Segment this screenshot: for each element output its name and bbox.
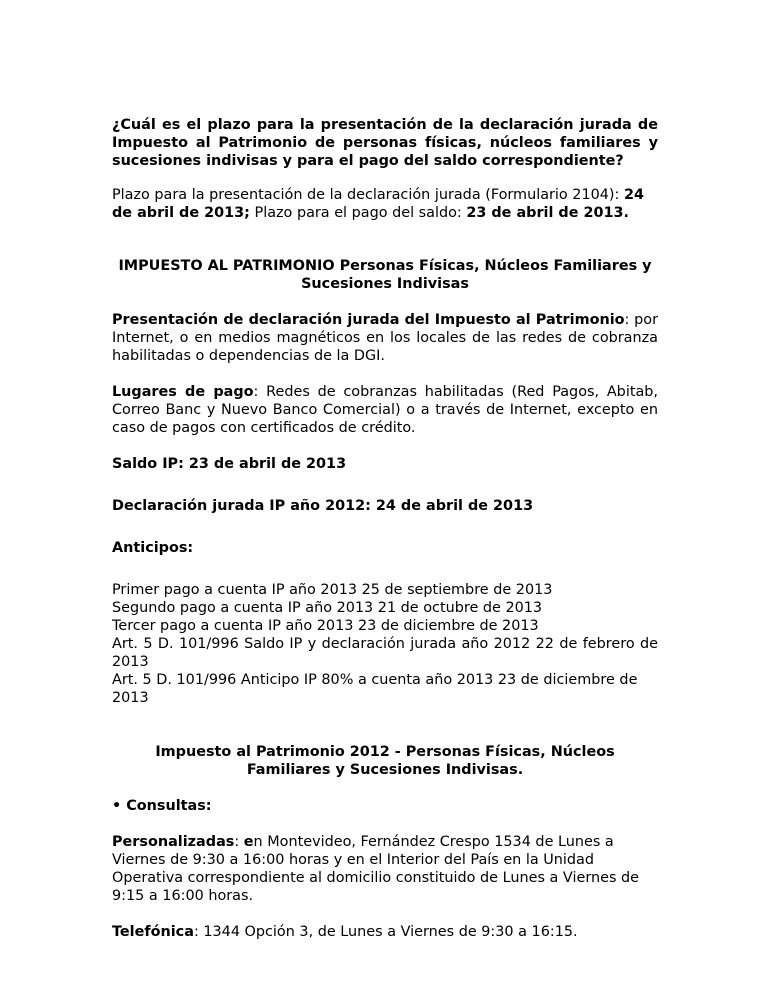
anticipos-list	[112, 581, 658, 707]
deadline-presentacion-date: 24 de abril de 2013;	[112, 187, 644, 221]
telefonica-paragraph	[112, 923, 658, 941]
saldo-line: Saldo IP: 23 de abril de 2013	[112, 456, 347, 472]
telefonica-label: Telefónica	[112, 924, 194, 940]
presentacion-label: Presentación de declaración jurada del Impuesto al Patrimonio	[112, 312, 625, 328]
list-item: Segundo pago a cuenta IP año 2013 21 de octubre de 2013	[112, 600, 543, 616]
deadline-pago-date: 23 de abril de 2013.	[466, 205, 630, 221]
list-item: Tercer pago a cuenta IP año 2013 23 de diciembre de 2013	[112, 618, 539, 634]
declaracion-line: Declaración jurada IP año 2012: 24 de abril de 2013	[112, 498, 534, 514]
deadline-presentacion-text: Plazo para la presentación de la declaración jurada (Formulario 2104):	[112, 187, 624, 203]
section1-title: IMPUESTO AL PATRIMONIO Personas Físicas, Núcleos Familiares y Sucesiones Indivisas	[118, 258, 652, 292]
deadlines-paragraph	[112, 186, 658, 222]
section2-title: Impuesto al Patrimonio 2012 - Personas Físicas, Núcleos Familiares y Sucesiones Indivisas.	[155, 744, 615, 778]
list-item: Primer pago a cuenta IP año 2013 25 de septiembre de 2013	[112, 582, 553, 598]
lugares-label: Lugares de pago	[112, 384, 254, 400]
presentacion-text: : por Internet, o en medios magnéticos en los locales de las redes de cobranza habilitadas o dependencias de la DGI.	[112, 312, 659, 364]
list-item: Art. 5 D. 101/996 Saldo IP y declaración jurada año 2012 22 de febrero de 2013	[112, 636, 658, 670]
lugares-paragraph	[112, 383, 658, 437]
list-item: Art. 5 D. 101/996 Anticipo IP 80% a cuenta año 2013 23 de diciembre de 2013	[112, 672, 638, 706]
deadline-pago-text: Plazo para el pago del saldo:	[249, 205, 467, 221]
personalizadas-text: n Montevideo, Fernández Crespo 1534 de Lunes a Viernes de 9:30 a 16:00 horas y en el Interior del País en la Unidad Operativa correspondiente al domicilio constituido de Lunes a Viernes de 9:15 a 16:00 horas.	[112, 834, 640, 904]
presentacion-paragraph	[112, 311, 658, 365]
consultas-heading: • Consultas:	[112, 798, 212, 814]
personalizadas-paragraph: Personalizadas: en Montevideo, Fernández Crespo 1534 de Lunes a Viernes de 9:30 a 16:00 horas y en el Interior del País en la Unidad Operativa correspondiente al domicilio constituido de Lunes a Viernes de 9:15 a 16:00 horas.	[112, 834, 640, 904]
anticipos-title: Anticipos:	[112, 540, 194, 556]
lugares-text: : Redes de cobranzas habilitadas (Red Pagos, Abitab, Correo Banc y Nuevo Banco Comercial) o a través de Internet, excepto en caso de pagos con certificados de crédito.	[112, 384, 658, 436]
personalizadas-label: Personalizadas	[112, 834, 235, 850]
document-page	[112, 116, 658, 941]
telefonica-text: : 1344 Opción 3, de Lunes a Viernes de 9:30 a 16:15.	[193, 924, 578, 940]
question-heading: ¿Cuál es el plazo para la presentación de la declaración jurada de Impuesto al Patrimonio de personas físicas, núcleos familiares y sucesiones indivisas y para el pago del saldo correspondiente?	[112, 117, 658, 169]
